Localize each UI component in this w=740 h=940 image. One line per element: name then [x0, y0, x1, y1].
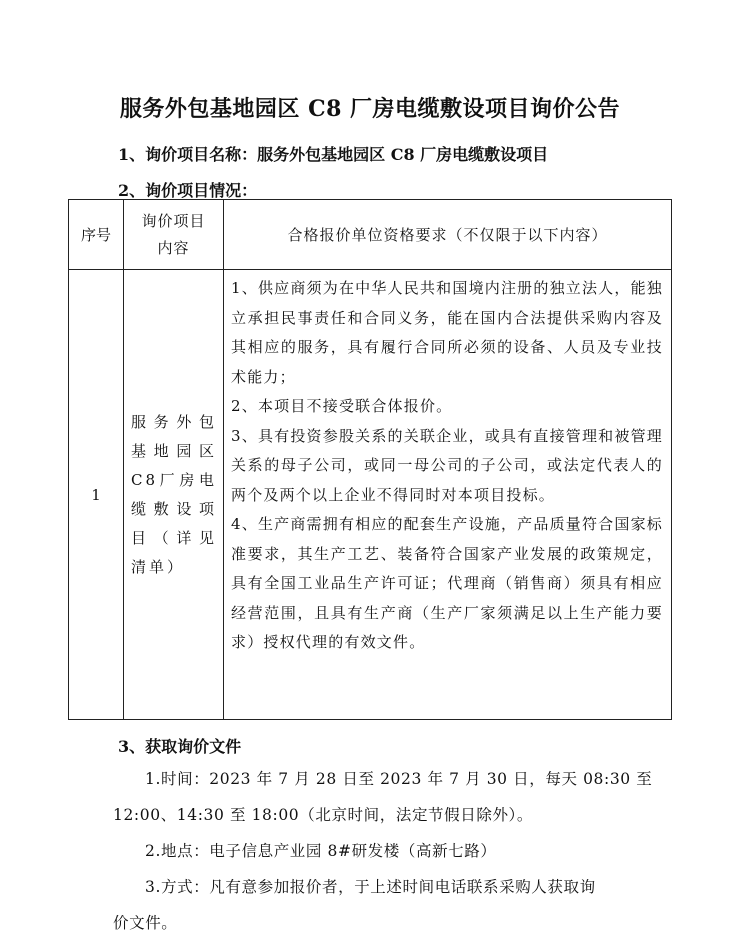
row-requirements: [224, 270, 672, 720]
header-item-content: [124, 200, 224, 270]
requirement-3: 3、具有投资参股关系的关联企业，或具有直接管理和被管理关系的母子公司，或同一母公司的子公司，或法定代表人的两个及两个以上企业不得同时对本项目投标。: [231, 426, 663, 504]
header-qualification-requirements: 合格报价单位资格要求（不仅限于以下内容）: [224, 200, 672, 270]
row-item-content: 服务外包基地园区C8厂房电缆敷设项目（详见清单）: [124, 270, 224, 720]
place-line: 2.地点：电子信息产业园 8#研发楼（高新七路）: [145, 842, 497, 860]
method-line-1: 3.方式：凡有意参加报价者，于上述时间电话联系采购人获取询: [145, 878, 596, 896]
section-2-heading: 2、询价项目情况：: [118, 181, 258, 200]
row-serial-number: 1: [69, 270, 124, 720]
table-row: [69, 270, 672, 720]
header-item-line2: 内容: [157, 238, 190, 257]
inquiry-table: [68, 199, 672, 720]
method-line-2: 价文件。: [113, 914, 178, 932]
header-item-line1: 询价项目: [141, 211, 206, 230]
time-line-2: 12:00、14:30 至 18:00（北京时间，法定节假日除外）。: [113, 806, 534, 824]
section-1-project-name: 1、询价项目名称：服务外包基地园区 C8 厂房电缆敷设项目: [118, 145, 549, 164]
document-title: 服务外包基地园区 C8 厂房电缆敷设项目询价公告: [119, 96, 621, 122]
header-serial-number: 序号: [69, 200, 124, 270]
requirement-2: 2、本项目不接受联合体报价。: [231, 397, 453, 415]
requirement-4: 4、生产商需拥有相应的配套生产设施，产品质量符合国家标准要求，其生产工艺、装备符合国家产业发展的政策规定，具有全国工业品生产许可证；代理商（销售商）须具有相应经营范围，且具有生产商（生产厂家须满足以上生产能力要求）授权代理的有效文件。: [231, 515, 663, 651]
time-line-1: 1.时间：2023 年 7 月 28 日至 2023 年 7 月 30 日，每天 08:30 至: [145, 770, 653, 788]
table-header-row: [69, 200, 672, 270]
section-3-heading: 3、获取询价文件: [118, 737, 242, 756]
requirement-1: 1、供应商须为在中华人民共和国境内注册的独立法人，能独立承担民事责任和合同义务，能在国内合法提供采购内容及其相应的服务，具有履行合同所必须的设备、人员及专业技术能力；: [231, 279, 663, 386]
